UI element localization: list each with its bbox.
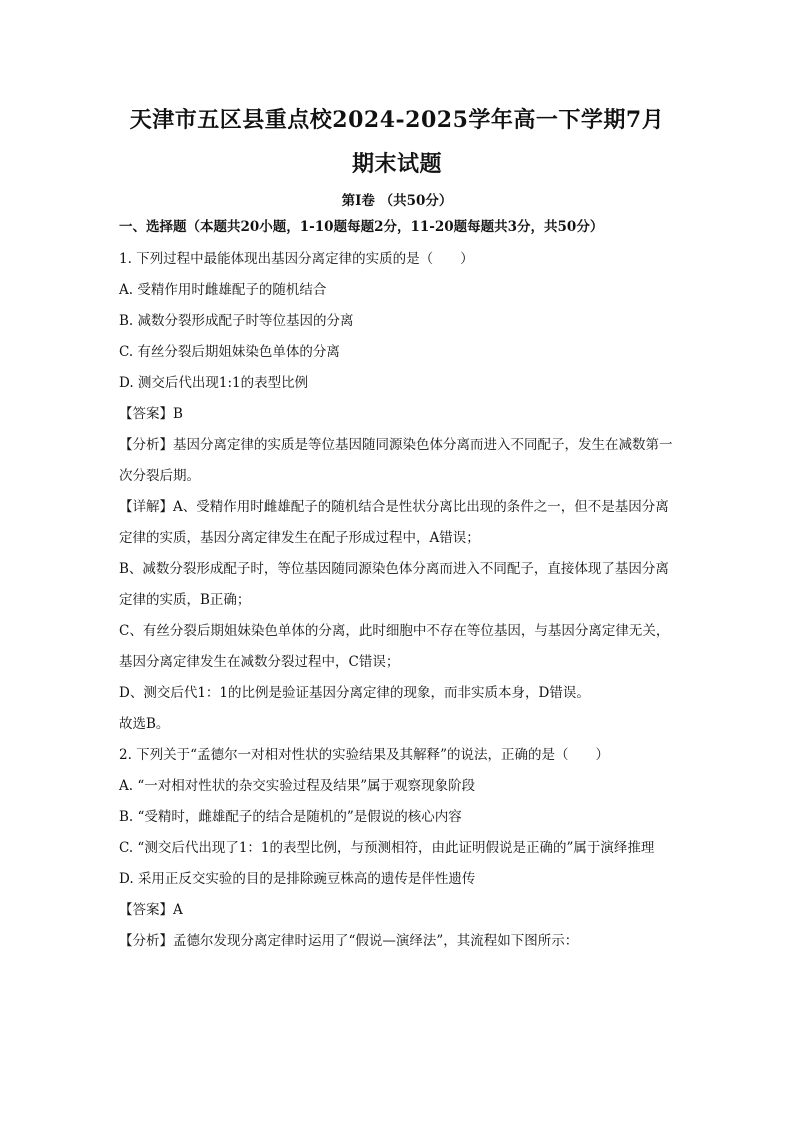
document-title-line1: 天津市五区县重点校2024-2025学年高一下学期7月 (129, 107, 665, 133)
analysis: 【分析】基因分离定律的实质是等位基因随同源染色体分离而进入不同配子，发生在减数第一次分裂后期。 (119, 437, 673, 484)
volume-heading: 第Ⅰ卷 （共50分） (341, 193, 453, 209)
option-a: A. “一对相对性状的杂交实验过程及结果”属于观察现象阶段 (119, 778, 476, 794)
detail-c: C、有丝分裂后期姐妹染色单体的分离，此时细胞中不存在等位基因，与基因分离定律无关，基因分离定律发生在减数分裂过程中，C错误； (119, 623, 670, 670)
option-b: B. “受精时，雌雄配子的结合是随机的”是假说的核心内容 (119, 809, 462, 825)
answer: 【答案】A (119, 902, 183, 918)
option-c: C. “测交后代出现了1：1的表型比例，与预测相符，由此证明假说是正确的”属于演绎推理 (119, 840, 655, 856)
section-heading: 一、选择题（本题共20小题，1-10题每题2分，11-20题每题共3分，共50分） (119, 219, 604, 235)
analysis: 【分析】孟德尔发现分离定律时运用了“假说—演绎法”，其流程如下图所示： (119, 933, 579, 949)
detail-b: B、减数分裂形成配子时，等位基因随同源染色体分离而进入不同配子，直接体现了基因分离定律的实质，B正确； (119, 561, 669, 608)
detail-d: D、测交后代1：1的比例是验证基因分离定律的现象，而非实质本身，D错误。 (119, 685, 590, 701)
question-stem: 1. 下列过程中最能体现出基因分离定律的实质的是（ ） (119, 251, 474, 267)
option-c: C. 有丝分裂后期姐妹染色单体的分离 (119, 344, 340, 360)
option-d: D. 测交后代出现1:1的表型比例 (119, 375, 309, 391)
option-b: B. 减数分裂形成配子时等位基因的分离 (119, 313, 354, 329)
question-1 (119, 244, 675, 740)
option-a: A. 受精作用时雌雄配子的随机结合 (119, 282, 327, 298)
question-stem: 2. 下列关于“孟德尔一对相对性状的实验结果及其解释”的说法，正确的是（ ） (119, 747, 609, 763)
option-d: D. 采用正反交实验的目的是排除豌豆株高的遗传是伴性遗传 (119, 871, 476, 887)
conclusion: 故选B。 (119, 716, 170, 732)
document-page (119, 96, 675, 957)
answer: 【答案】B (119, 406, 183, 422)
detail-a: 【详解】A、受精作用时雌雄配子的随机结合是性状分离比出现的条件之一，但不是基因分离定律的实质，基因分离定律发生在配子形成过程中，A错误； (119, 499, 669, 546)
question-2 (119, 740, 675, 957)
document-title-line2: 期末试题 (351, 151, 442, 177)
